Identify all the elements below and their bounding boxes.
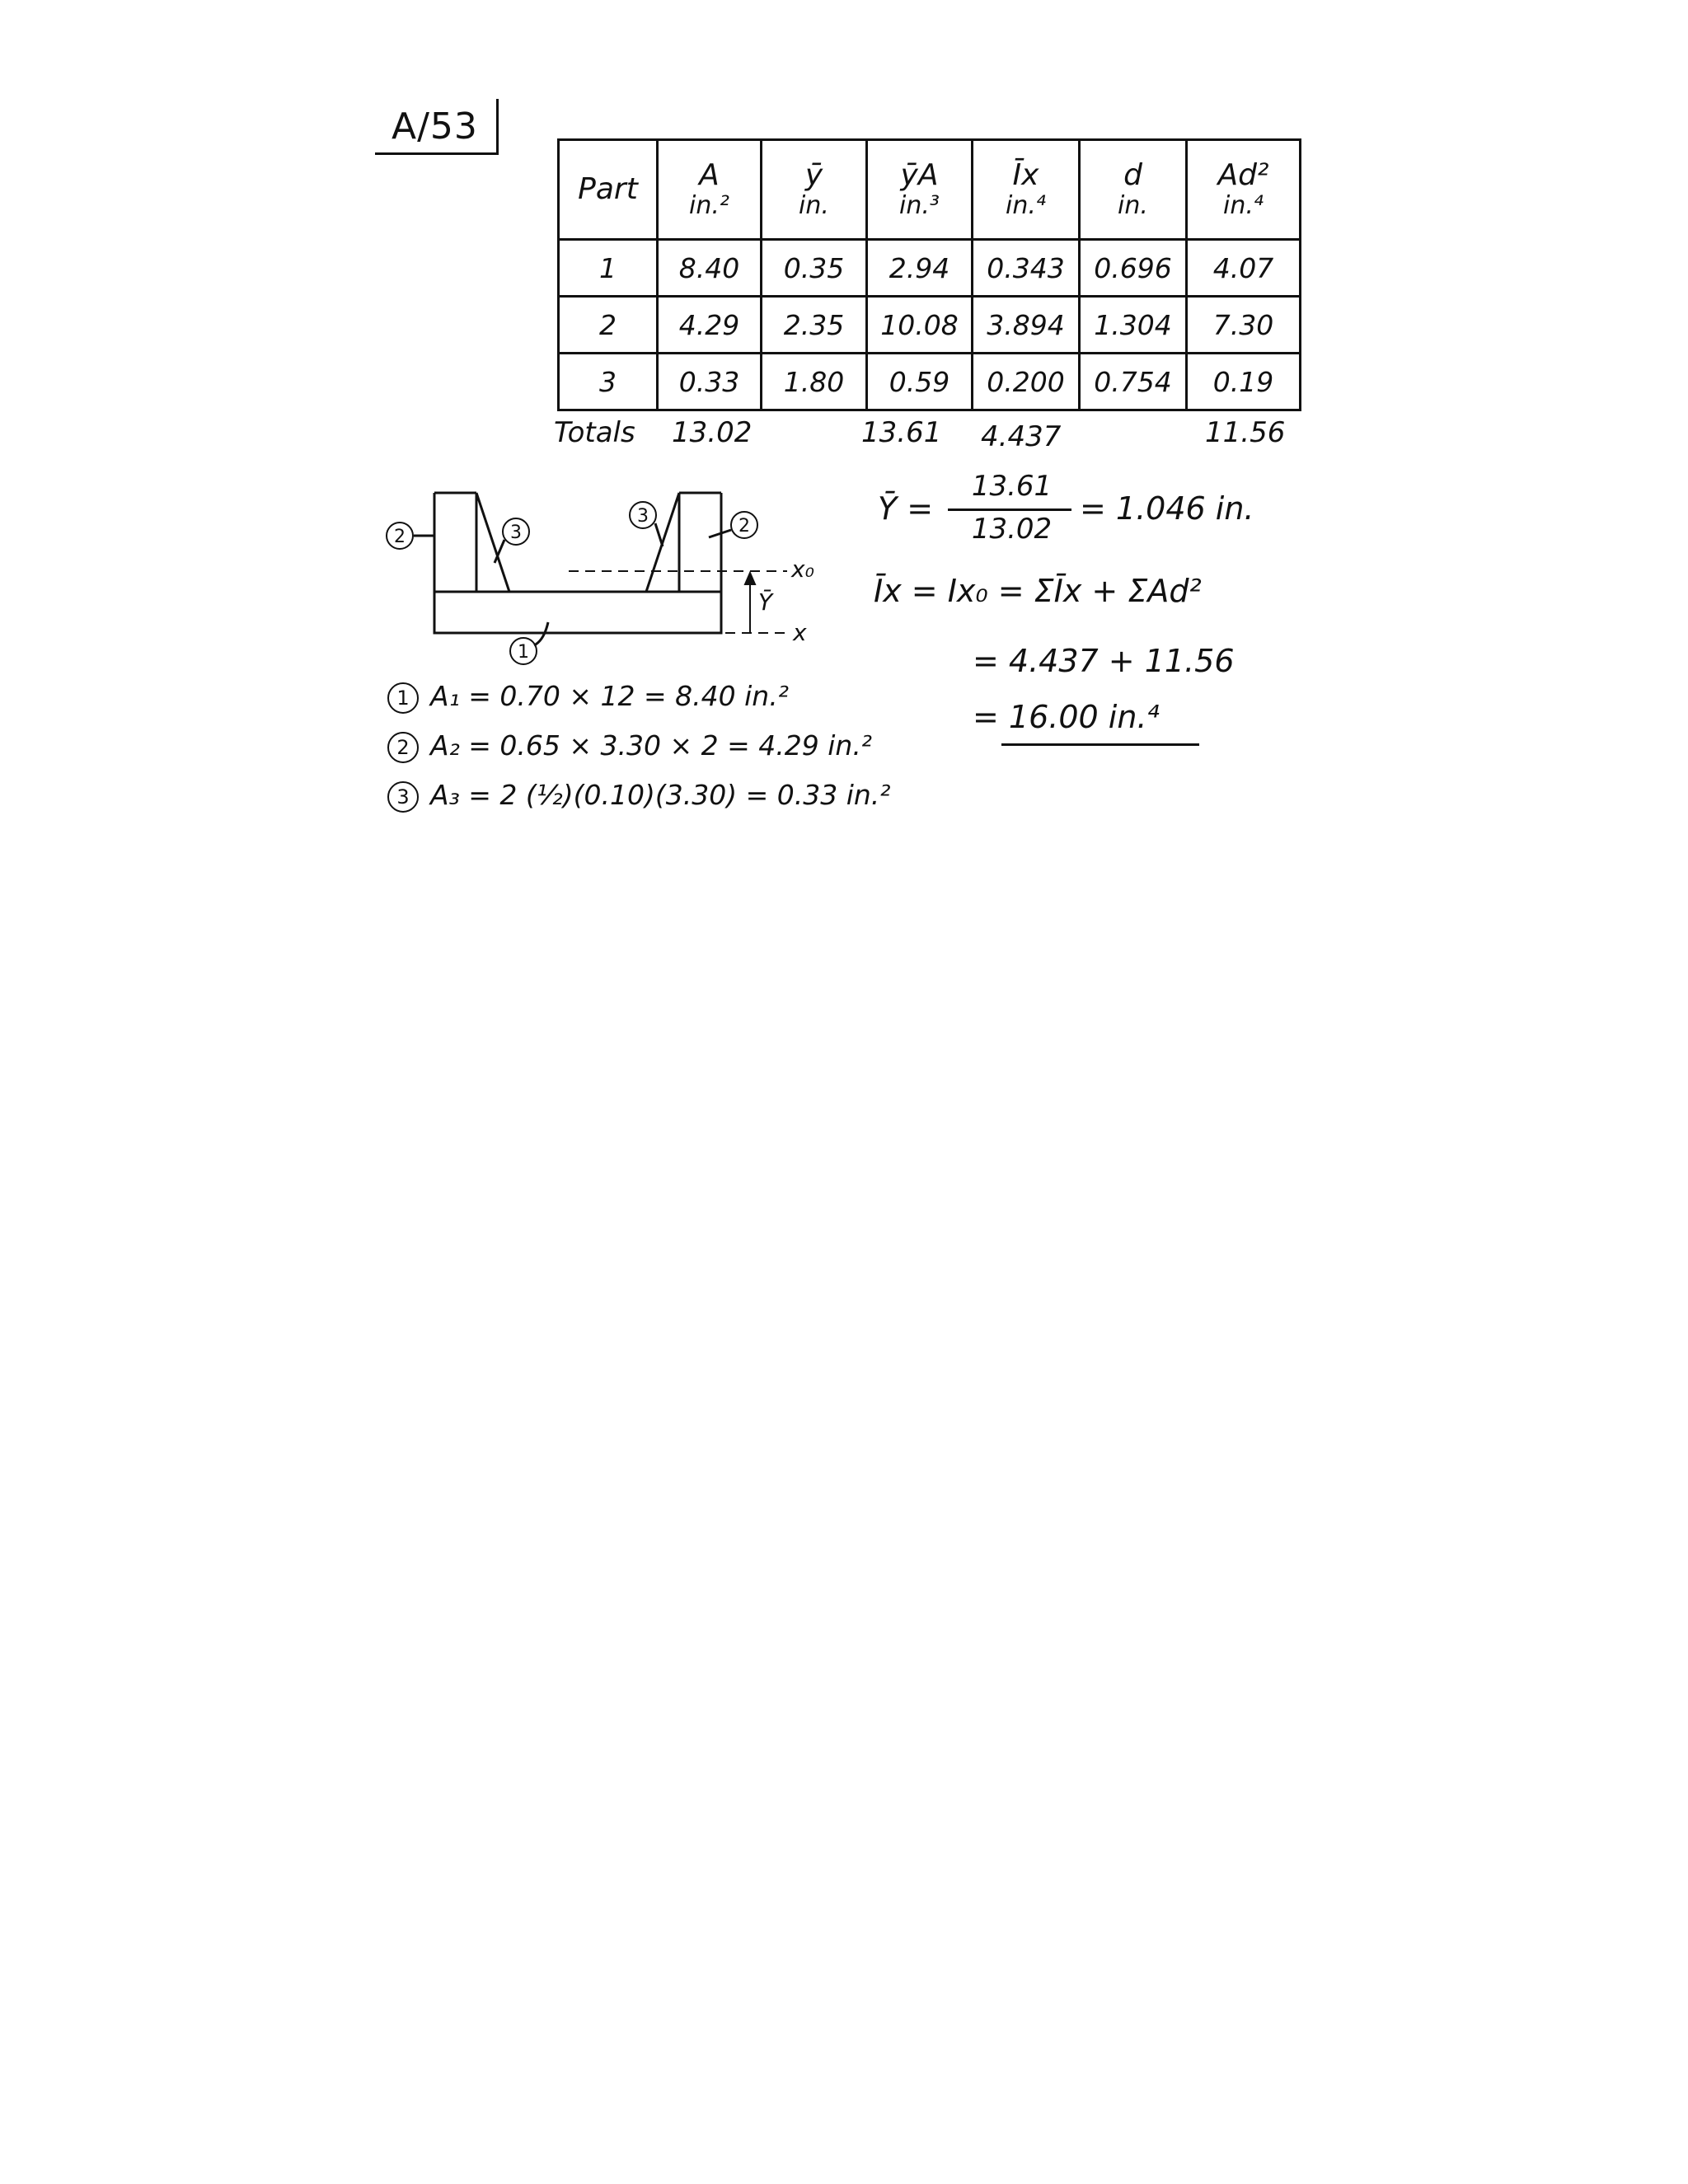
area-number-2: 2	[387, 732, 419, 763]
total-ybar-a: 13.61	[861, 416, 942, 449]
header-ad2: Ad² in.⁴	[1187, 140, 1301, 240]
right-taper-line	[646, 493, 679, 592]
table-row	[559, 240, 1301, 297]
table-cell: 7.30	[1187, 297, 1301, 354]
header-area: A in.²	[658, 140, 762, 240]
table-cell: 1.304	[1080, 297, 1187, 354]
ybar-numerator: 13.61	[971, 470, 1053, 503]
table-cell: 2	[559, 297, 658, 354]
table-row	[559, 354, 1301, 410]
part-label-3-left: 3	[510, 523, 522, 543]
total-area: 13.02	[672, 416, 753, 449]
table-cell: 4.07	[1187, 240, 1301, 297]
table-cell: 0.343	[973, 240, 1080, 297]
header-ix: Īx in.⁴	[973, 140, 1080, 240]
part-label-1: 1	[518, 642, 529, 663]
table-cell: 3	[559, 354, 658, 410]
table-cell: 1.80	[762, 354, 867, 410]
totals-label: Totals	[554, 416, 635, 449]
ix-result: = 16.00 in.⁴	[973, 699, 1160, 735]
x0-axis-label: x₀	[791, 555, 814, 583]
part-label-2-left: 2	[394, 527, 406, 547]
properties-table	[557, 138, 1301, 411]
result-underline	[1001, 743, 1199, 746]
table-cell: 0.696	[1080, 240, 1187, 297]
ybar-denominator: 13.02	[971, 513, 1053, 546]
header-ybar-a: ȳA in.³	[867, 140, 973, 240]
ix-equation: Īx = Ix₀ = ΣĪx + ΣAd²	[874, 573, 1202, 609]
base-plate	[434, 592, 721, 633]
table-cell: 2.94	[867, 240, 973, 297]
table-cell: 0.59	[867, 354, 973, 410]
table-cell: 0.19	[1187, 354, 1301, 410]
problem-label: A/53	[375, 99, 499, 155]
part-label-2-right: 2	[738, 516, 750, 537]
area-number-3: 3	[387, 781, 419, 813]
part-label-3-right: 3	[637, 506, 649, 527]
table-cell: 0.35	[762, 240, 867, 297]
ix-sum: = 4.437 + 11.56	[973, 643, 1235, 679]
header-ybar: ȳ in.	[762, 140, 867, 240]
ybar-lhs: Ȳ =	[878, 490, 934, 527]
area-line-1	[387, 680, 789, 714]
cross-section-diagram	[371, 482, 832, 680]
table-row	[559, 297, 1301, 354]
table-cell: 2.35	[762, 297, 867, 354]
table-cell: 0.754	[1080, 354, 1187, 410]
area-formula-1: A₁ = 0.70 × 12 = 8.40 in.²	[430, 680, 789, 712]
fraction-bar	[948, 509, 1071, 511]
table-cell: 8.40	[658, 240, 762, 297]
header-d: d in.	[1080, 140, 1187, 240]
area-line-2	[387, 729, 872, 763]
area-formula-3: A₃ = 2 (½)(0.10)(3.30) = 0.33 in.²	[430, 779, 891, 811]
x-axis-label: x	[793, 619, 807, 646]
ybar-label: Ȳ	[758, 588, 773, 616]
table-cell: 4.29	[658, 297, 762, 354]
header-part: Part	[559, 140, 658, 240]
table-cell: 0.33	[658, 354, 762, 410]
area-number-1: 1	[387, 682, 419, 714]
table-cell: 1	[559, 240, 658, 297]
area-formula-2: A₂ = 0.65 × 3.30 × 2 = 4.29 in.²	[430, 729, 873, 762]
total-ix: 4.437	[981, 420, 1062, 453]
table-cell: 10.08	[867, 297, 973, 354]
table-cell: 3.894	[973, 297, 1080, 354]
table-header-row	[559, 140, 1301, 240]
table-cell: 0.200	[973, 354, 1080, 410]
ybar-result: = 1.046 in.	[1080, 490, 1254, 527]
area-line-3	[387, 779, 891, 813]
total-ad2: 11.56	[1205, 416, 1286, 449]
